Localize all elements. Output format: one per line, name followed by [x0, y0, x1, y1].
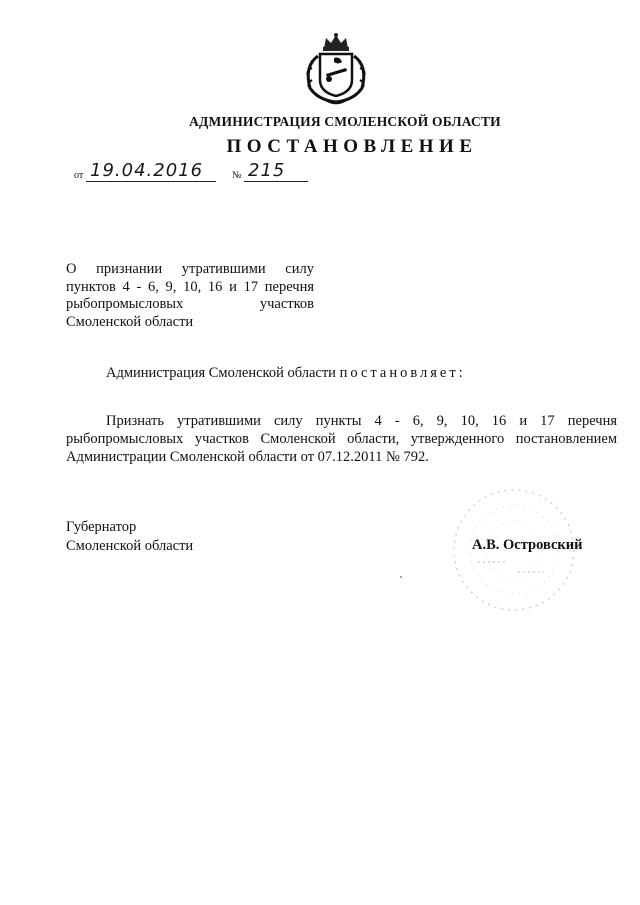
smolensk-coat-of-arms-icon — [296, 32, 376, 106]
registration-line — [72, 160, 322, 184]
preamble — [106, 365, 526, 382]
signatory-name: А.В. Островский — [472, 537, 583, 553]
body-line: Администрации Смоленской области от 07.12.2011 № 792. — [66, 449, 429, 465]
number-label: № — [232, 170, 242, 181]
signatory-position — [66, 518, 193, 555]
preamble-text: Администрация Смоленской области — [106, 365, 336, 381]
subject-line: пунктов 4 - 6, 9, 10, 16 и 17 перечня — [66, 278, 314, 295]
number-underline — [244, 181, 308, 182]
date-value: 19.04.2016 — [90, 160, 204, 181]
body-line: Признать утратившими силу пункты 4 - 6, 9, 10, 16 и 17 перечня — [106, 413, 617, 429]
date-label: от — [74, 170, 84, 181]
organization-title: АДМИНИСТРАЦИЯ СМОЛЕНСКОЙ ОБЛАСТИ — [189, 114, 501, 129]
preamble-resolves: постановляет: — [339, 365, 466, 381]
position-line: Смоленской области — [66, 537, 194, 554]
subject-line: О признании утратившими силу — [66, 261, 314, 277]
subject-line: рыбопромысловых участков — [66, 296, 314, 312]
coat-of-arms-emblem — [296, 32, 376, 106]
document-type-title: ПОСТАНОВЛЕНИЕ — [226, 136, 478, 157]
date-underline — [86, 181, 216, 182]
body-line: рыбопромысловых участков Смоленской области, утвержденного постановлением — [66, 431, 617, 447]
position-line: Губернатор — [66, 519, 137, 535]
resolution-body — [66, 412, 617, 466]
document-subject — [66, 261, 314, 331]
scan-speck — [400, 576, 402, 578]
subject-line: Смоленской области — [66, 313, 194, 330]
number-value: 215 — [248, 160, 286, 181]
